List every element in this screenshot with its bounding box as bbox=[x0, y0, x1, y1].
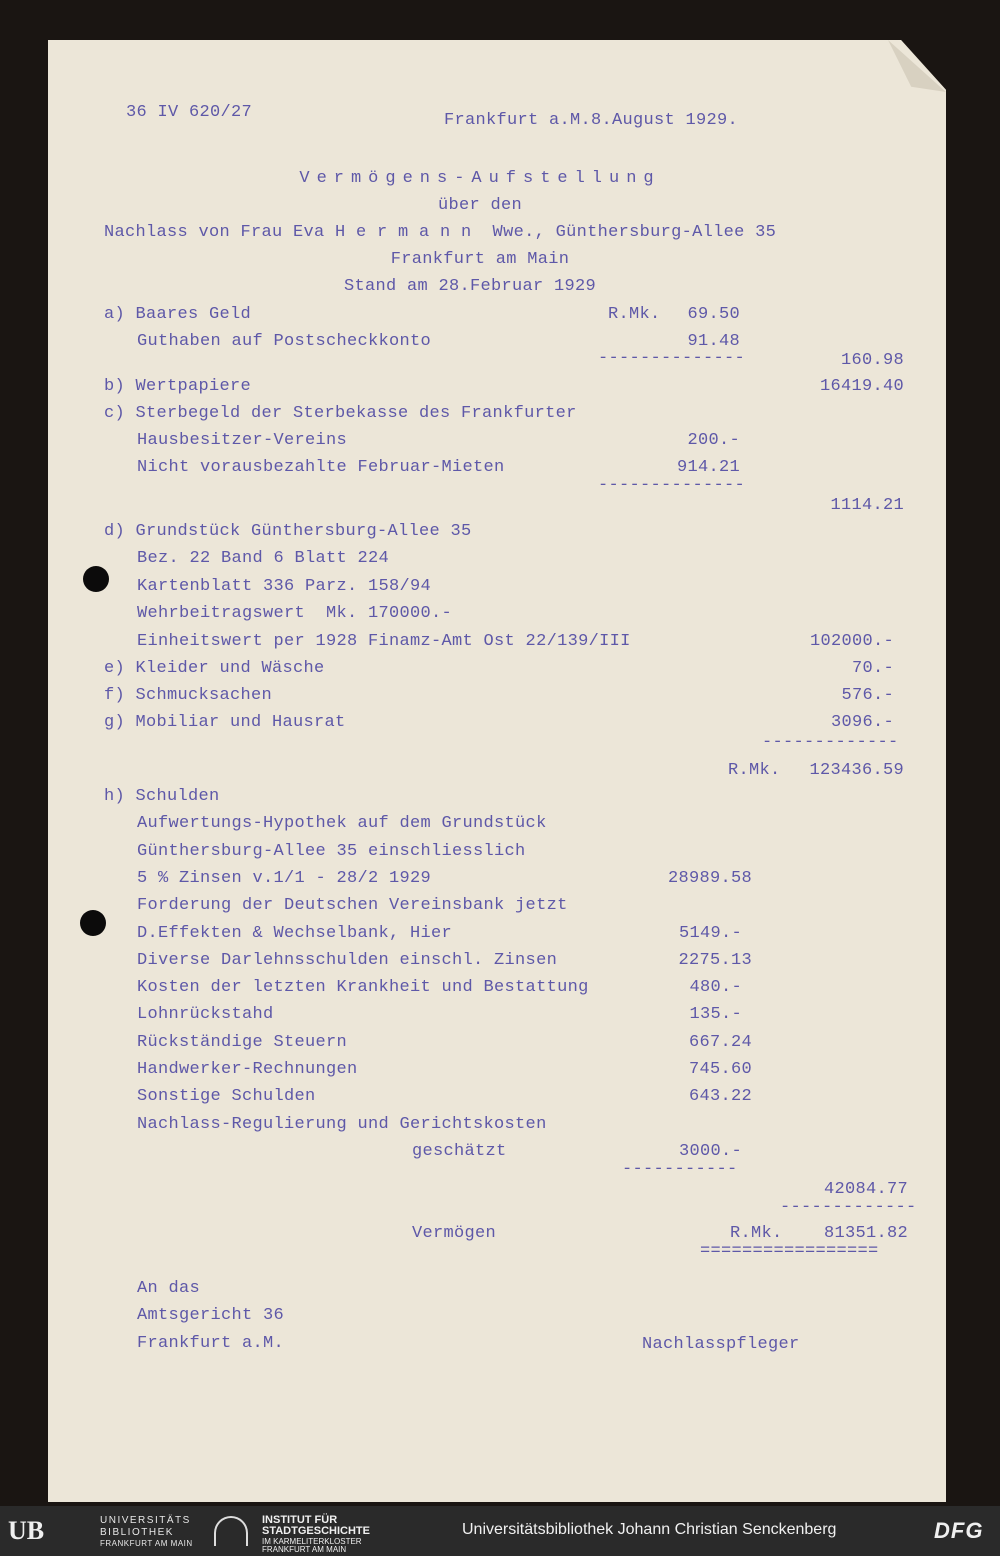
item-d-label: d) Grundstück Günthersburg-Allee 35 bbox=[104, 522, 472, 541]
item-a2-label: Guthaben auf Postscheckkonto bbox=[137, 332, 432, 351]
item-f-label: f) Schmucksachen bbox=[104, 686, 273, 705]
item-a2-value: 91.48 bbox=[687, 332, 740, 351]
item-c-rule: -------------- bbox=[598, 476, 746, 495]
item-h7-label: Kosten der letzten Krankheit und Bestattung bbox=[137, 978, 589, 997]
arch-icon bbox=[214, 1516, 248, 1546]
item-c2-label: Hausbesitzer-Vereins bbox=[137, 431, 348, 450]
item-h5-label: D.Effekten & Wechselbank, Hier bbox=[137, 924, 453, 943]
subtitle-line-3: Frankfurt am Main bbox=[390, 250, 570, 269]
item-h12-label: Nachlass-Regulierung und Gerichtskosten bbox=[137, 1115, 547, 1134]
item-h8-value: 135.- bbox=[689, 1005, 742, 1024]
item-a-rule: -------------- bbox=[598, 349, 746, 368]
item-h3-label: 5 % Zinsen v.1/1 - 28/2 1929 bbox=[137, 869, 432, 888]
item-g-rule: ------------- bbox=[762, 733, 899, 752]
file-reference: 36 IV 620/27 bbox=[126, 103, 253, 122]
ub-line-1: UNIVERSITÄTS bbox=[100, 1515, 191, 1526]
address-line-1: An das bbox=[137, 1279, 201, 1298]
item-d4-label: Wehrbeitragswert Mk. 170000.- bbox=[137, 604, 453, 623]
item-a-value: 69.50 bbox=[687, 305, 740, 324]
subtitle-line-2: Nachlass von Frau Eva H e r m a n n Wwe., Günthersburg-Allee 35 bbox=[104, 223, 777, 242]
net-total: 81351.82 bbox=[823, 1224, 908, 1243]
place-date: Frankfurt a.M.8.August 1929. bbox=[444, 111, 739, 130]
item-c-total: 1114.21 bbox=[830, 496, 904, 515]
item-c-label: c) Sterbegeld der Sterbekasse des Frankfurter bbox=[104, 404, 577, 423]
item-h13-value: 3000.- bbox=[678, 1142, 742, 1161]
address-line-2: Amtsgericht 36 bbox=[137, 1306, 285, 1325]
item-h2-label: Günthersburg-Allee 35 einschliesslich bbox=[137, 842, 526, 861]
isg-line-4: FRANKFURT AM MAIN bbox=[262, 1545, 347, 1554]
item-a-label: a) Baares Geld bbox=[104, 305, 252, 324]
ub-logo[interactable] bbox=[8, 1514, 198, 1548]
assets-total: 123436.59 bbox=[809, 761, 904, 780]
punch-hole-upper bbox=[83, 566, 109, 592]
item-h7-value: 480.- bbox=[689, 978, 742, 997]
isg-line-2: STADTGESCHICHTE bbox=[262, 1525, 370, 1537]
assets-currency: R.Mk. bbox=[728, 761, 781, 780]
item-g-total: 3096.- bbox=[830, 713, 894, 732]
item-b-total: 16419.40 bbox=[819, 377, 904, 396]
signature-role: Nachlasspfleger bbox=[642, 1335, 800, 1354]
item-c3-label: Nicht vorausbezahlte Februar-Mieten bbox=[137, 458, 505, 477]
item-c2-value: 200.- bbox=[687, 431, 740, 450]
document-title: Vermögens-Aufstellung bbox=[299, 169, 661, 188]
net-label: Vermögen bbox=[412, 1224, 497, 1243]
item-h9-value: 667.24 bbox=[688, 1033, 752, 1052]
item-d-total: 102000.- bbox=[809, 632, 894, 651]
item-a-currency: R.Mk. bbox=[608, 305, 661, 324]
item-h5-value: 5149.- bbox=[678, 924, 742, 943]
item-e-label: e) Kleider und Wäsche bbox=[104, 659, 325, 678]
item-g-label: g) Mobiliar und Hausrat bbox=[104, 713, 346, 732]
ub-line-2: BIBLIOTHEK bbox=[100, 1527, 174, 1538]
item-h10-value: 745.60 bbox=[688, 1060, 752, 1079]
item-h9-label: Rückständige Steuern bbox=[137, 1033, 348, 1052]
item-h3-value: 28989.58 bbox=[667, 869, 752, 888]
item-e-total: 70.- bbox=[851, 659, 894, 678]
item-a-total: 160.98 bbox=[840, 351, 904, 370]
item-h-total-rule: ------------- bbox=[780, 1198, 917, 1217]
net-double-rule: ================= bbox=[700, 1242, 879, 1261]
item-b-label: b) Wertpapiere bbox=[104, 377, 252, 396]
item-f-total: 576.- bbox=[841, 686, 894, 705]
item-h6-label: Diverse Darlehnsschulden einschl. Zinsen bbox=[137, 951, 558, 970]
item-d3-label: Kartenblatt 336 Parz. 158/94 bbox=[137, 577, 432, 596]
dfg-logo[interactable]: DFG bbox=[934, 1518, 984, 1543]
item-h-label: h) Schulden bbox=[104, 787, 220, 806]
item-d2-label: Bez. 22 Band 6 Blatt 224 bbox=[137, 549, 390, 568]
punch-hole-lower bbox=[80, 910, 106, 936]
isg-line-3: IM KARMELITERKLOSTER bbox=[262, 1537, 362, 1546]
net-currency: R.Mk. bbox=[730, 1224, 783, 1243]
item-c3-value: 914.21 bbox=[676, 458, 740, 477]
isg-line-1: INSTITUT FÜR bbox=[262, 1514, 338, 1526]
item-h11-label: Sonstige Schulden bbox=[137, 1087, 316, 1106]
item-h1-label: Aufwertungs-Hypothek auf dem Grundstück bbox=[137, 814, 547, 833]
item-h4-label: Forderung der Deutschen Vereinsbank jetzt bbox=[137, 896, 568, 915]
ub-line-3: FRANKFURT AM MAIN bbox=[100, 1539, 193, 1548]
item-h8-label: Lohnrückstahd bbox=[137, 1005, 274, 1024]
footer-bar bbox=[0, 1506, 1000, 1556]
item-h-total: 42084.77 bbox=[823, 1180, 908, 1199]
ub-logo-mark: UB bbox=[8, 1516, 45, 1545]
isg-logo[interactable] bbox=[214, 1514, 414, 1554]
address-line-3: Frankfurt a.M. bbox=[137, 1334, 285, 1353]
item-h6-value: 2275.13 bbox=[678, 951, 752, 970]
item-h13-label: geschätzt bbox=[412, 1142, 507, 1161]
item-d5-label: Einheitswert per 1928 Finamz-Amt Ost 22/139/III bbox=[137, 632, 631, 651]
item-h10-label: Handwerker-Rechnungen bbox=[137, 1060, 358, 1079]
subtitle-line-1: über den bbox=[437, 196, 522, 215]
item-h-rule: ----------- bbox=[622, 1160, 738, 1179]
subtitle-line-4: Stand am 28.Februar 1929 bbox=[343, 277, 597, 296]
library-name[interactable]: Universitätsbibliothek Johann Christian Senckenberg bbox=[462, 1521, 837, 1538]
item-h11-value: 643.22 bbox=[688, 1087, 752, 1106]
